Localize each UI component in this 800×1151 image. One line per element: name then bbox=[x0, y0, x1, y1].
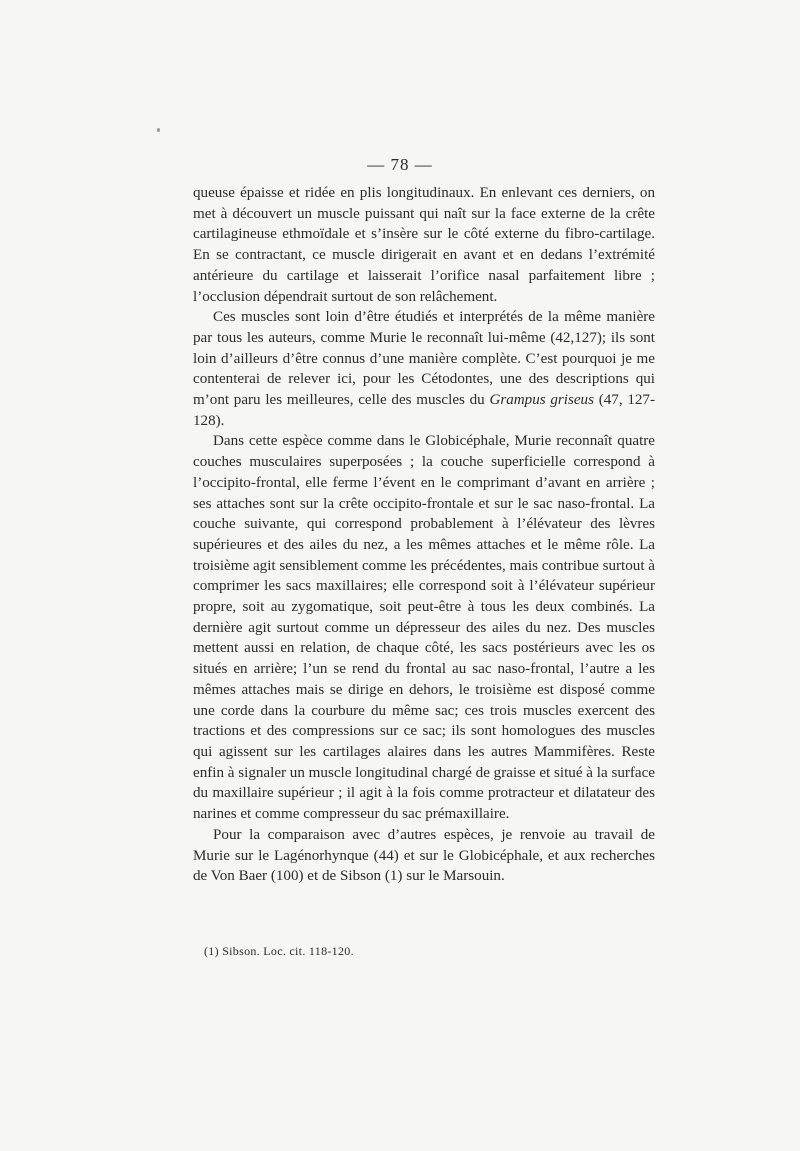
paragraph-2 bbox=[193, 307, 655, 431]
paragraph-2-text-before: Ces muscles sont loin d’être étudiés et interprétés de la même manière par tous les auteurs, comme Murie le reconnaît lui-même (42,127); ils sont loin d’ailleurs d’être connus d’une manière complète. C’est pourquoi je me contenterai de relever ici, pour les Cétodontes, une des descriptions qui m’ont paru les meilleures, celle des muscles du bbox=[193, 309, 655, 409]
paragraph-3: Dans cette espèce comme dans le Globicéphale, Murie reconnaît quatre couches musculaires superposées ; la couche superficielle correspond à l’occipito-frontal, elle ferme l’évent en le comprimant d’avant en arrière ; ses attaches sont sur la crête occipito-frontale et sur le sac naso-frontal. La couche suivante, qui correspond probablement à l’élévateur des lèvres supérieures et des ailes du nez, a les mêmes attaches et le même rôle. La troisième agit sensiblement comme les précédentes, mais contribue surtout à comprimer les sacs maxillaires; elle correspond soit à l’élévateur supérieur propre, soit au zygomatique, soit peut-être à tous les deux combinés. La dernière agit surtout comme un dépresseur des ailes du nez. Des muscles mettent aussi en relation, de chaque côté, les sacs postérieurs avec les os situés en arrière; l’un se rend du frontal au sac naso-frontal, l’autre a les mêmes attaches mais se dirige en dehors, le troisième est disposé comme une corde dans la courbure du même sac; ces trois muscles exercent des tractions et des compressions sur ce sac; ils sont homologues des muscles qui agissent sur les cartilages alaires dans les autres Mammifères. Reste enfin à signaler un muscle longitudinal chargé de graisse et situé à la surface du maxillaire supérieur ; il agit à la fois comme protracteur et dilatateur des narines et comme compresseur du sac prémaxillaire. bbox=[193, 433, 656, 823]
paragraph-4: Pour la comparaison avec d’autres espèces, je renvoie au travail de Murie sur le Lagénorhynque (44) et sur le Globicéphale, et aux recherches de Von Baer (100) et de Sibson (1) sur le Marsouin. bbox=[193, 826, 655, 885]
page-number: — 78 — bbox=[367, 155, 433, 174]
body-text bbox=[193, 183, 655, 887]
paragraph-2-text-after: (47, 127-128). bbox=[193, 392, 656, 429]
footnote: (1) Sibson. Loc. cit. 118-120. bbox=[204, 944, 354, 958]
paragraph-1: queuse épaisse et ridée en plis longitudinaux. En enlevant ces derniers, on met à découvert un muscle puissant qui naît sur la face externe de la crête cartilagineuse ethmoïdale et s’insère sur le côté externe du fibro-cartilage. En se contractant, ce muscle dirigerait en avant et en dedans l’extrémité antérieure du cartilage et laisserait l’orifice nasal parfaitement libre ; l’occlusion dépendrait surtout de son relâchement. bbox=[193, 185, 655, 305]
species-name-italic: Grampus griseus bbox=[489, 392, 594, 409]
paper-speck-mark bbox=[157, 128, 160, 132]
